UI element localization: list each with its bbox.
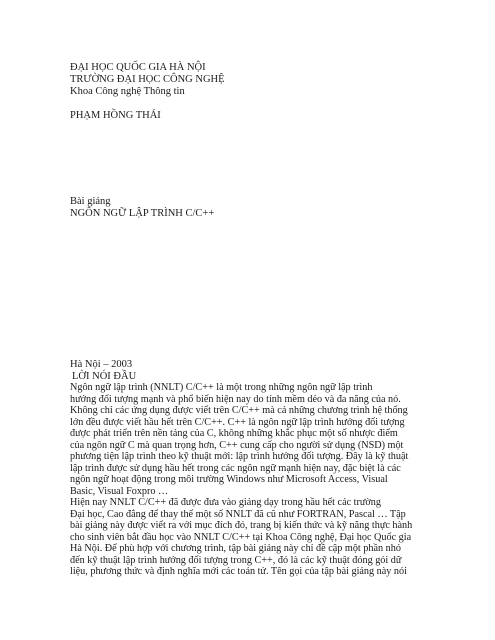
preface-line: của ngôn ngữ C mà quan trọng hơn, C++ cung cấp cho người sử dụng (NSD) một [70, 439, 404, 451]
preface-line: lập trình được sử dụng hầu hết trong các ngôn ngữ mạnh hiện nay, đặc biệt là các [70, 462, 401, 474]
preface-line: đến kỹ thuật lập trình hướng đối tượng trong C++, đó là các kỹ thuật đóng gói dữ [70, 554, 402, 566]
college-name: TRƯỜNG ĐẠI HỌC CÔNG NGHỆ [70, 74, 225, 85]
preface-line: Đại học, Cao đẳng để thay thế một số NNLT đã cũ như FORTRAN, Pascal … Tập [70, 508, 406, 520]
author-name: PHẠM HỒNG THÁI [70, 110, 161, 121]
preface-line: Hà Nội. Để phù hợp với chương trình, tập bài giảng này chỉ đề cập một phần nhỏ [70, 543, 401, 554]
lecture-title: NGÔN NGỮ LẬP TRÌNH C/C++ [70, 208, 215, 219]
preface-line: ngôn ngữ hoạt động trong môi trường Windows như Microsoft Access, Visual [70, 474, 388, 485]
preface-line: được phát triển trên nền tảng của C, không những khắc phục một số nhược điểm [70, 428, 398, 439]
faculty-name: Khoa Công nghệ Thông tin [70, 86, 185, 97]
preface-heading: LỜI NÓI ĐẦU [72, 371, 137, 382]
preface-line: bài giảng này được viết ra với mục đích đó, trang bị kiến thức và kỹ năng thực hành [70, 520, 413, 531]
preface-line: Basic, Visual Foxpro … [70, 485, 169, 497]
preface-line: hướng đối tượng mạnh và phổ biến hiện nay do tính mềm dẻo và đa năng của nó. [70, 393, 401, 405]
preface-line: Không chỉ các ứng dụng được viết trên C/C++ mà cả những chương trình hệ thống [70, 405, 408, 416]
place-date: Hà Nội – 2003 [70, 359, 133, 370]
preface-line: Ngôn ngữ lập trình (NNLT) C/C++ là một trong những ngôn ngữ lập trình [70, 382, 373, 393]
preface-line: Hiện nay NNLT C/C++ đã được đưa vào giảng dạy trong hầu hết các trường [70, 497, 381, 508]
university-name: ĐẠI HỌC QUỐC GIA HÀ NỘI [70, 62, 206, 73]
preface-line: phương tiện lập trình theo kỹ thuật mới: lập trình hướng đối tượng. Đây là kỹ thuật [70, 451, 409, 462]
lecture-label: Bài giảng [70, 196, 111, 207]
preface-line: lớn đều được viết hầu hết trên C/C++. C++ là ngôn ngữ lập trình hướng đối tượng [70, 416, 405, 428]
preface-line: cho sinh viên bắt đầu học vào NNLT C/C++ tại Khoa Công nghệ, Đại học Quốc gia [70, 531, 412, 543]
preface-line: liệu, phương thức và định nghĩa mới các toán tử. Tên gọi của tập bài giảng này nói [70, 566, 407, 577]
